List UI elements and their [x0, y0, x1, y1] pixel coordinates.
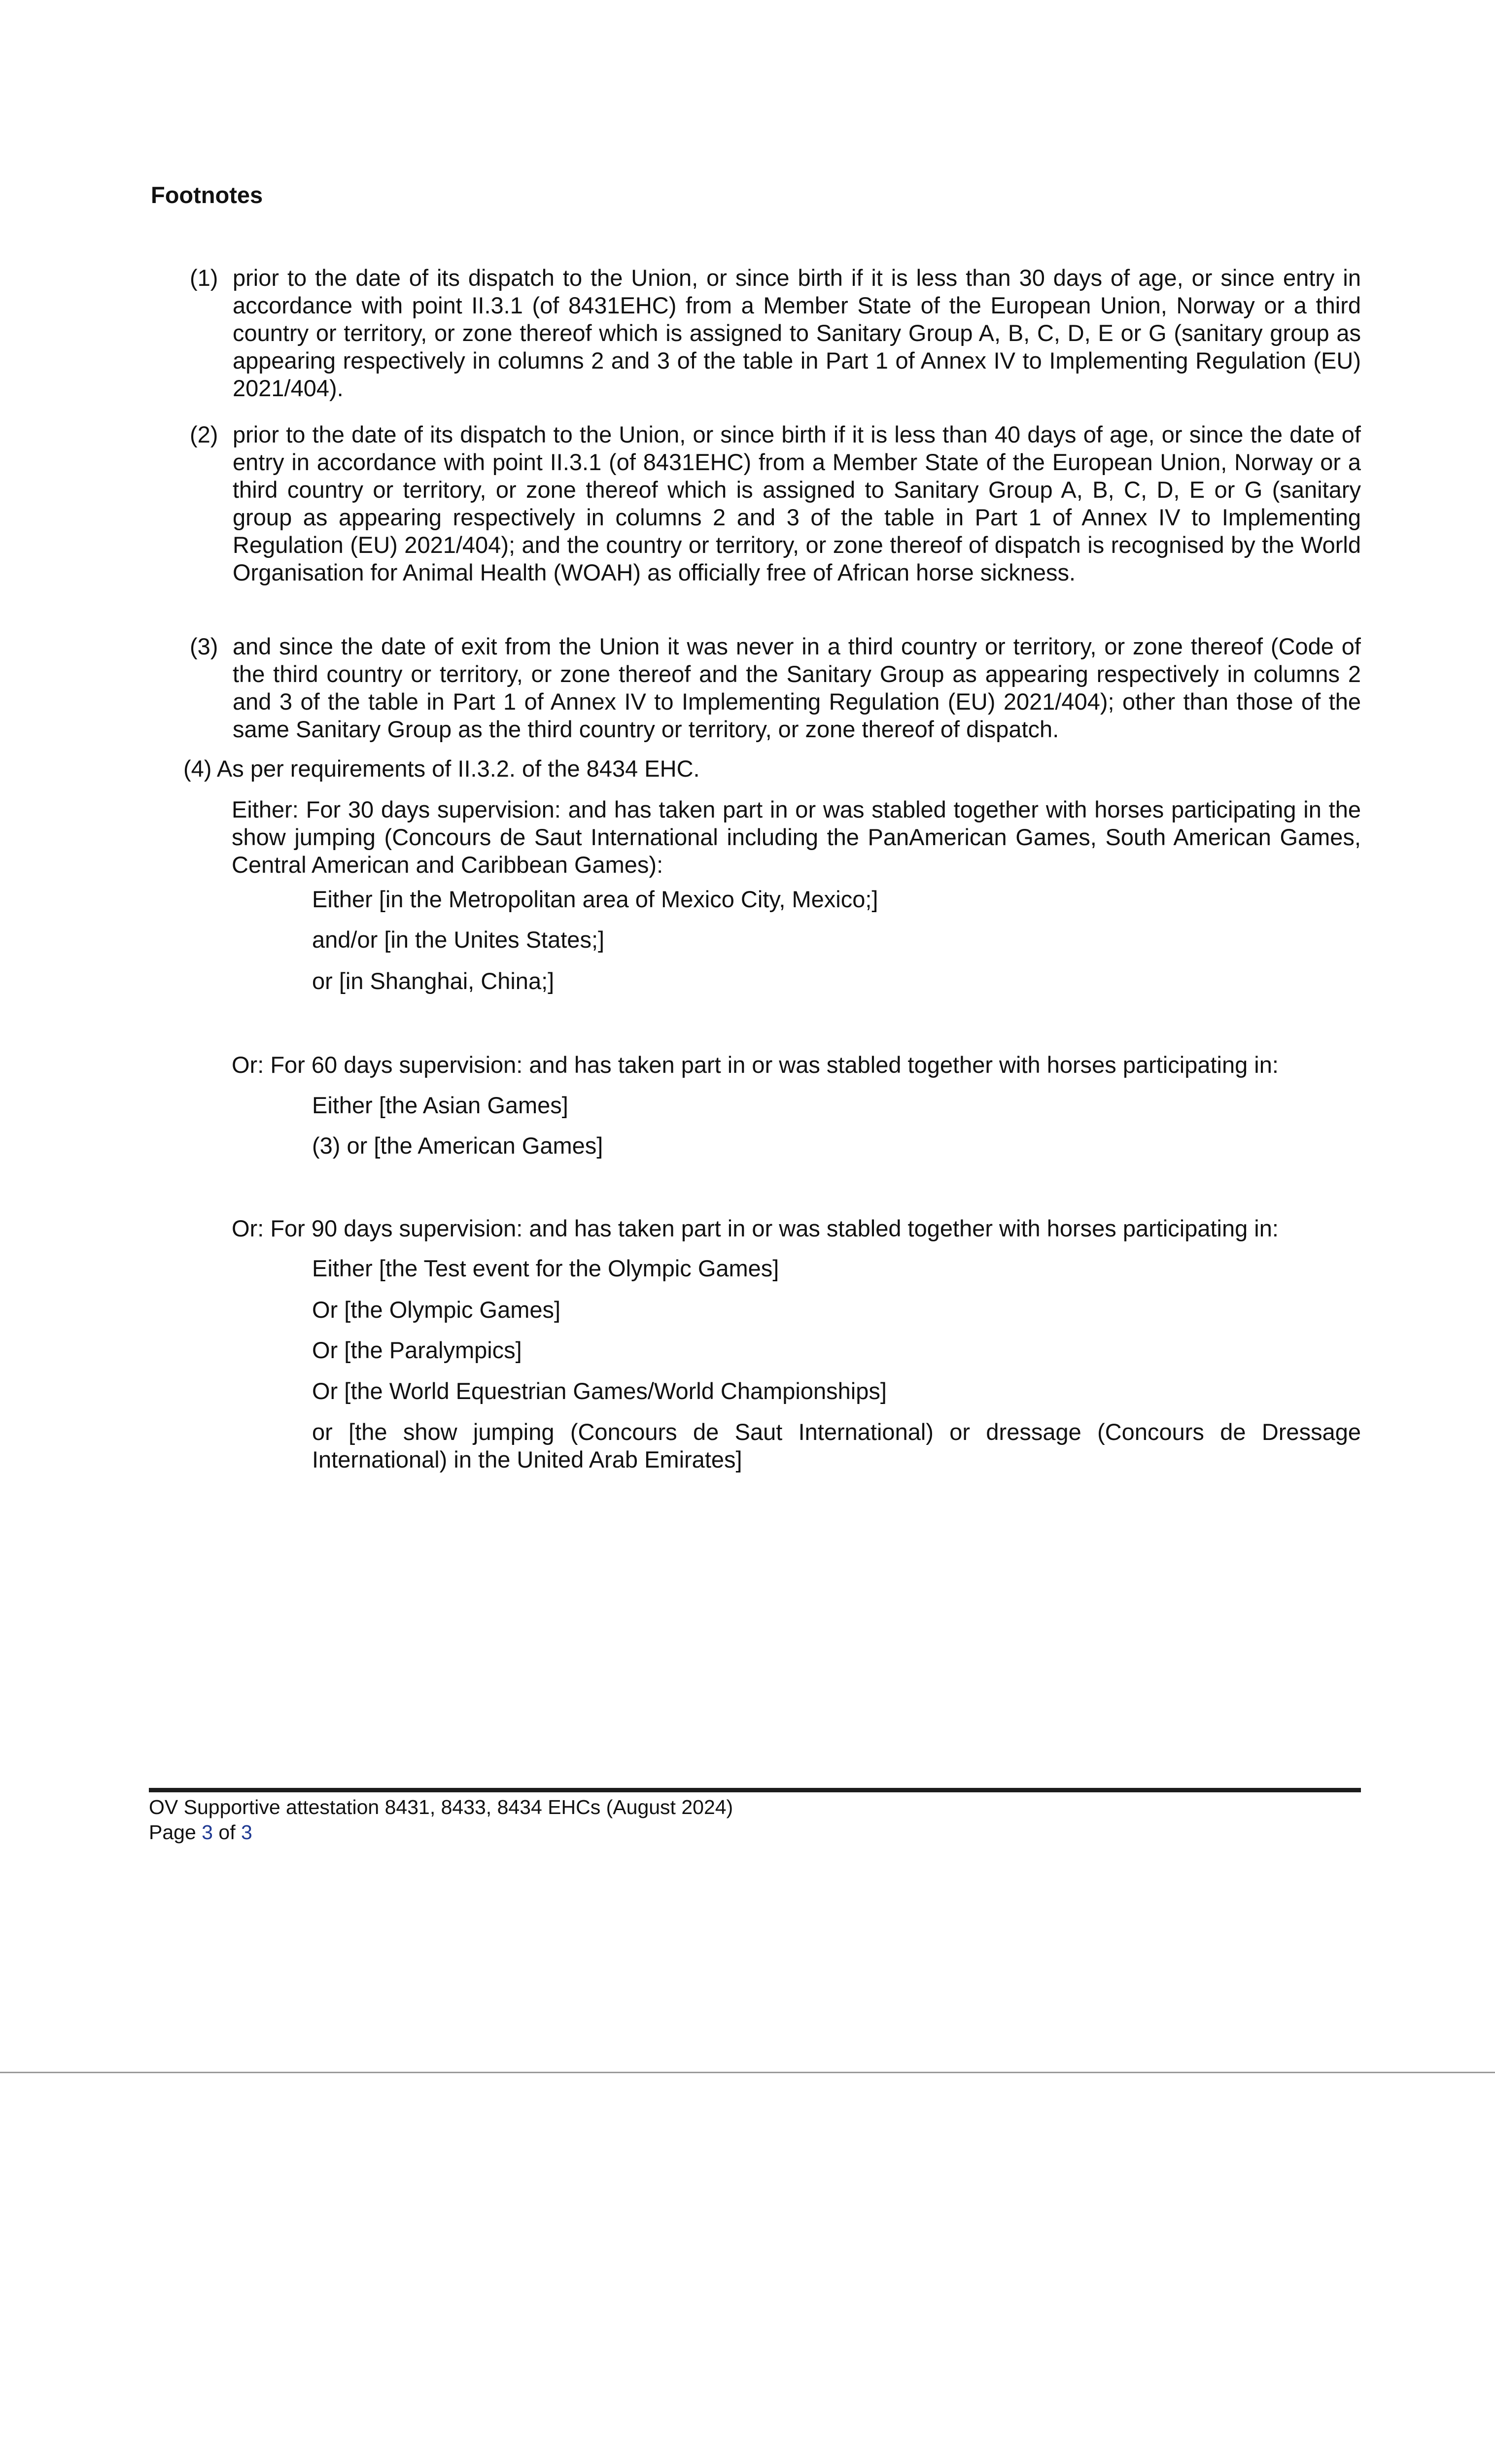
- page-total: 3: [241, 1821, 252, 1844]
- footnote-number: (2): [190, 421, 218, 447]
- footnote-text: prior to the date of its dispatch to the Union, or since birth if it is less than 40 days of age, or since the date of entry in accordance with point II.3.1 (of 8431EHC) from a Member State of the European Union, Norway or a third country or territory, or zone thereof which is assigned to Sanitary Group A, B, C, D, E or G (sanitary group as appearing respectively in columns 2 and 3 of the table in Part 1 of Annex IV to Implementing Regulation (EU) 2021/404); and the country or territory, or zone thereof of dispatch is recognised by the World Organisation for Animal Health (WOAH) as officially free of African horse sickness.: [233, 421, 1361, 585]
- footer-page-number: [149, 1820, 252, 1844]
- footnote-text: prior to the date of its dispatch to the Union, or since birth if it is less than 30 days of age, or since entry in accordance with point II.3.1 (of 8431EHC) from a Member State of the European Union, Norway or a third country or territory, or zone thereof which is assigned to Sanitary Group A, B, C, D, E or G (sanitary group as appearing respectively in columns 2 and 3 of the table in Part 1 of Annex IV to Implementing Regulation (EU) 2021/404).: [233, 265, 1361, 401]
- option-30-united-states: and/or [in the Unites States;]: [312, 926, 605, 953]
- option-30-mexico: Either [in the Metropolitan area of Mexico City, Mexico;]: [312, 886, 878, 912]
- page-label: Page: [149, 1821, 196, 1844]
- option-90-olympic-games: Or [the Olympic Games]: [312, 1297, 561, 1323]
- footnote-3: [190, 633, 1361, 743]
- option-90-paralympics: Or [the Paralympics]: [312, 1337, 522, 1363]
- footer-title: OV Supportive attestation 8431, 8433, 8434 EHCs (August 2024): [149, 1796, 733, 1818]
- option-90-uae: or [the show jumping (Concours de Saut International) or dressage (Concours de Dressage International) in the United Arab Emirates]: [312, 1419, 1361, 1472]
- supervision-60-days: Or: For 60 days supervision: and has taken part in or was stabled together with horses participating in:: [232, 1052, 1279, 1078]
- footnote-2: [190, 421, 1361, 586]
- option-60-asian-games: Either [the Asian Games]: [312, 1092, 568, 1118]
- option-90-test-event: Either [the Test event for the Olympic Games]: [312, 1255, 779, 1281]
- supervision-90-days: Or: For 90 days supervision: and has taken part in or was stabled together with horses participating in:: [232, 1215, 1279, 1241]
- footnote-number: (3): [190, 633, 218, 659]
- footer-divider: [149, 1788, 1361, 1792]
- page-heading: Footnotes: [151, 182, 263, 208]
- scan-edge-divider: [0, 2072, 1495, 2073]
- footnote-1: [190, 264, 1361, 402]
- supervision-30-days: Either: For 30 days supervision: and has taken part in or was stabled together with horses participating in the show jumping (Concours de Saut International including the PanAmerican Games, South American Games, Central American and Caribbean Games):: [232, 796, 1361, 878]
- footnote-number: (1): [190, 265, 218, 291]
- option-30-shanghai: or [in Shanghai, China;]: [312, 968, 555, 994]
- option-60-american-games: (3) or [the American Games]: [312, 1132, 603, 1159]
- footnote-4-heading: (4) As per requirements of II.3.2. of the 8434 EHC.: [183, 755, 700, 782]
- footnote-text: and since the date of exit from the Union it was never in a third country or territory, or zone thereof (Code of the third country or territory, or zone thereof and the Sanitary Group as appearing respectively in columns 2 and 3 of the table in Part 1 of Annex IV to Implementing Regulation (EU) 2021/404); other than those of the same Sanitary Group as the third country or territory, or zone thereof of dispatch.: [233, 633, 1361, 742]
- page-current: 3: [202, 1821, 213, 1844]
- option-90-world-equestrian: Or [the World Equestrian Games/World Championships]: [312, 1378, 887, 1404]
- page-of: of: [218, 1821, 236, 1844]
